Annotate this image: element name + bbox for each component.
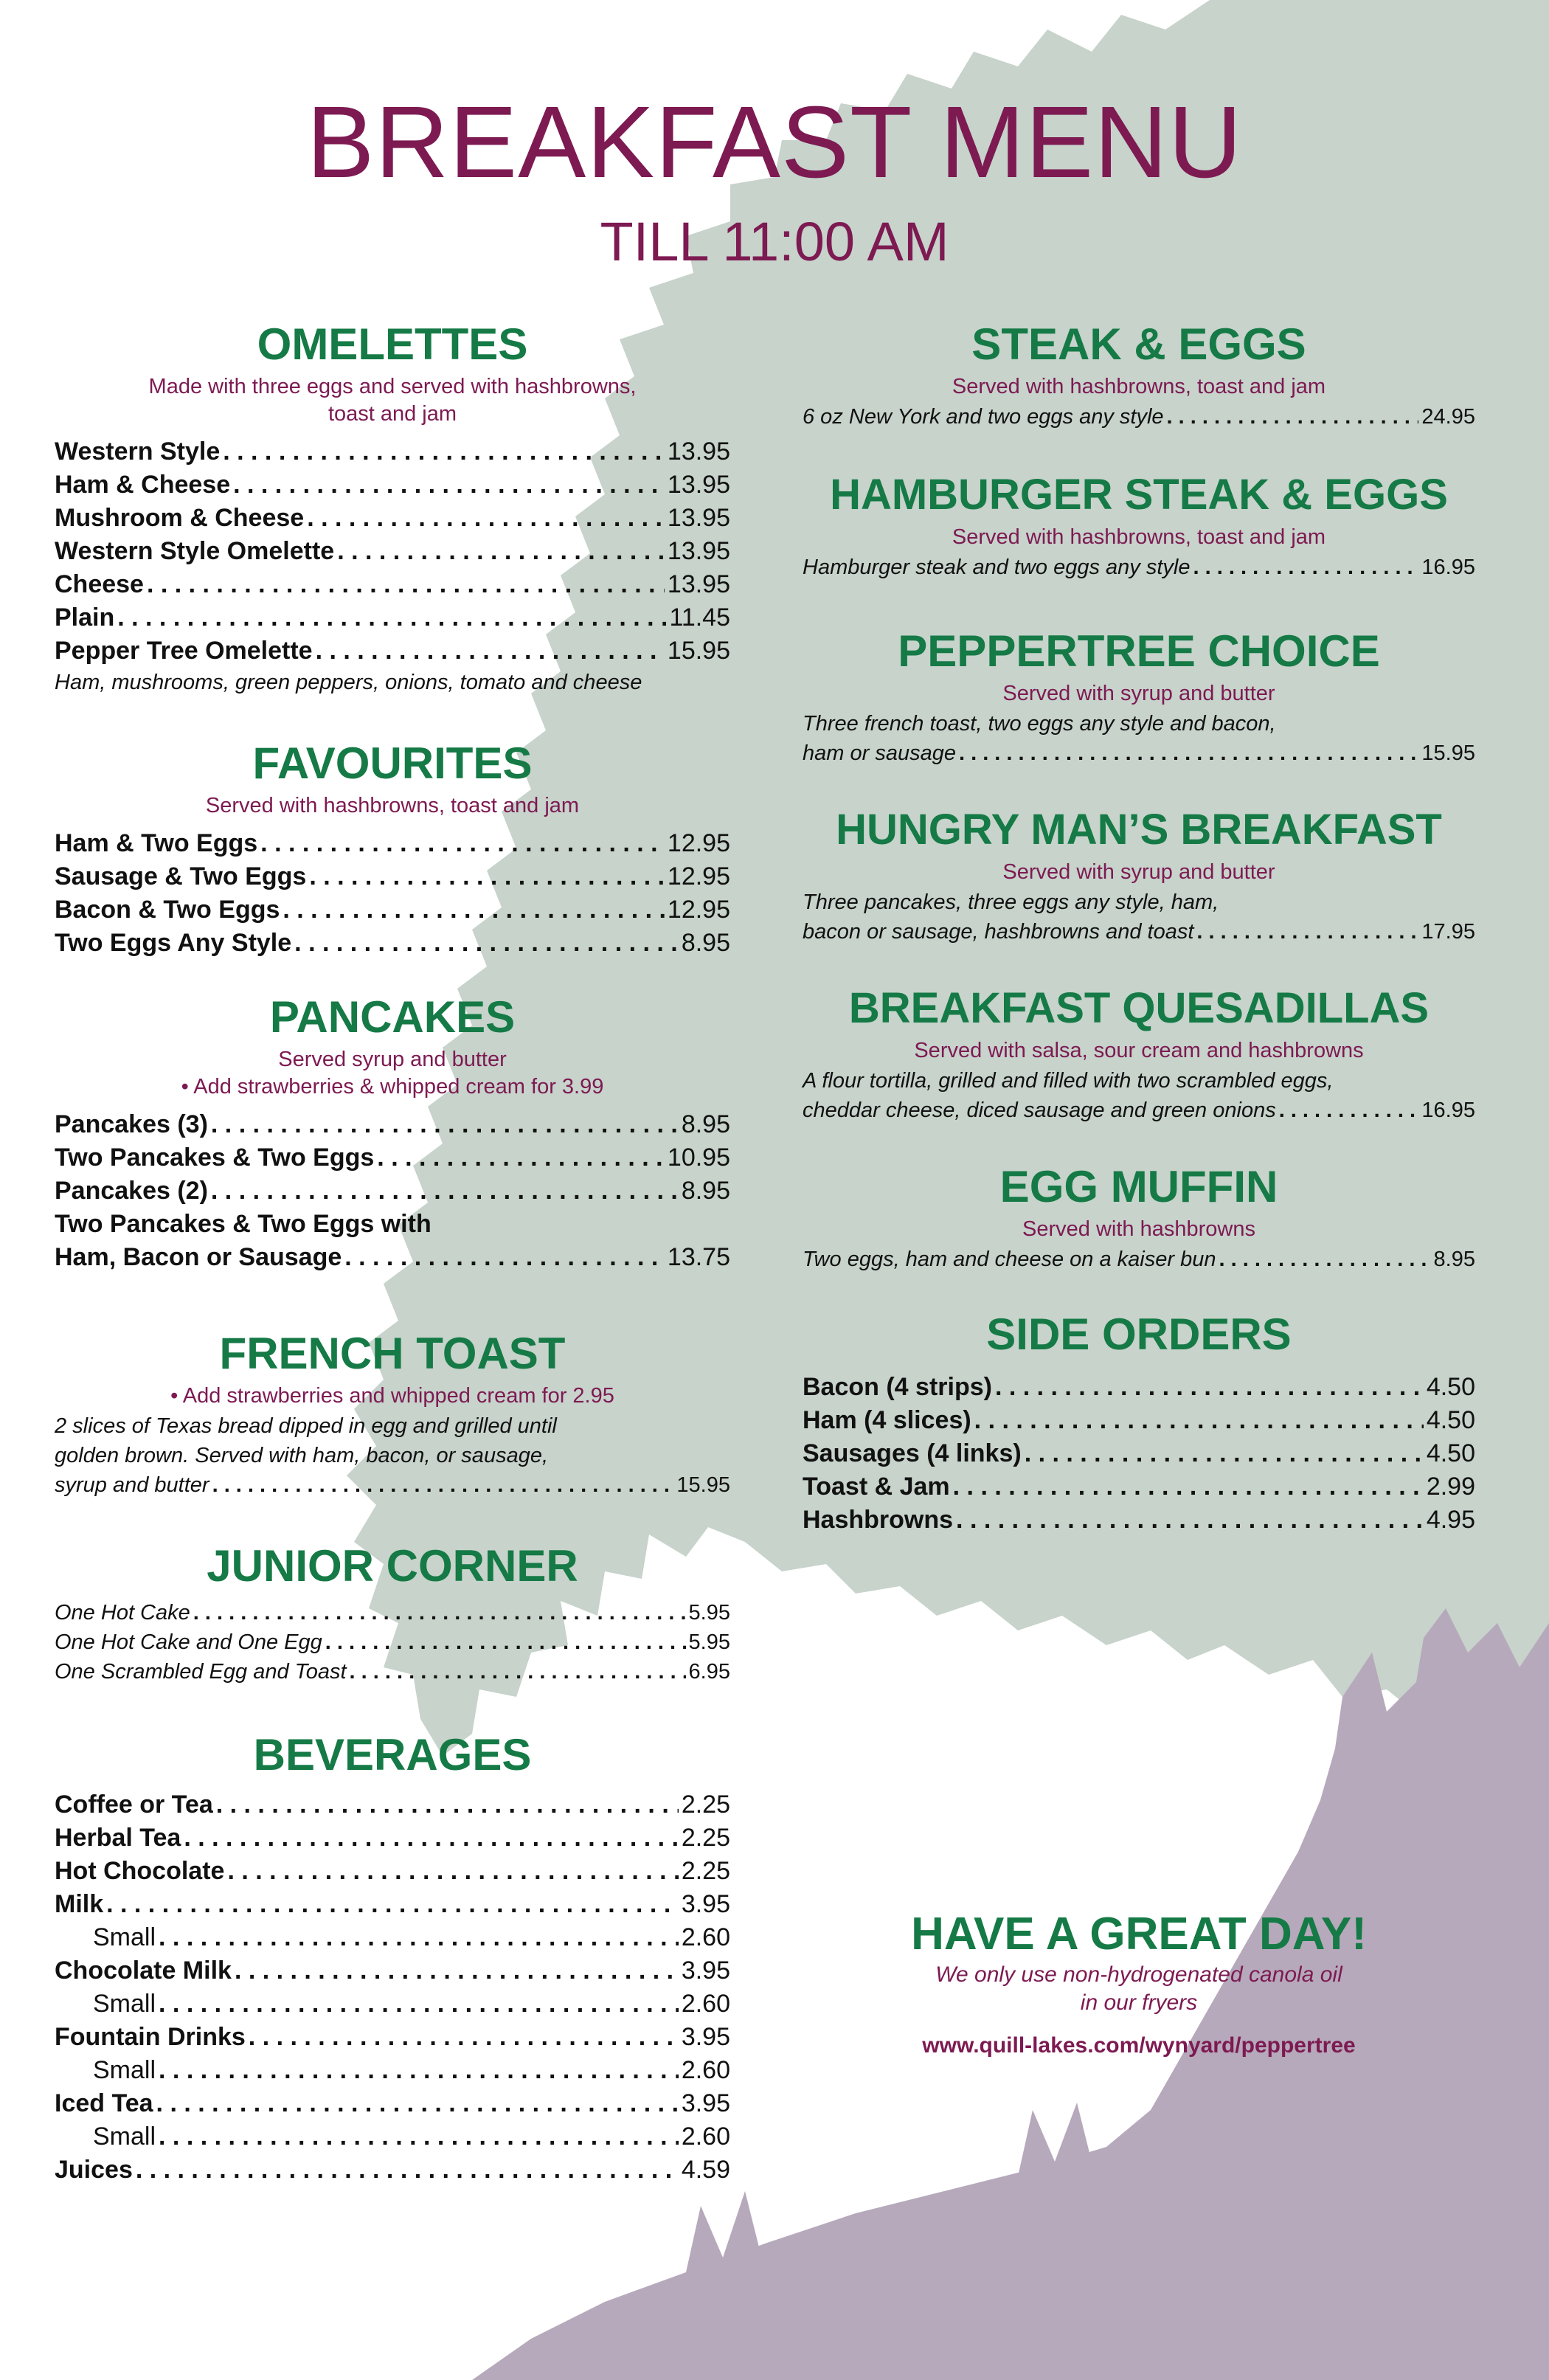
closing-heading: HAVE A GREAT DAY! [911, 1909, 1367, 1959]
menu-title: BREAKFAST MENU [306, 86, 1243, 199]
item-price: 4.59 [681, 2156, 730, 2184]
item-price: 4.50 [1426, 1439, 1475, 1467]
item-price: 12.95 [667, 896, 730, 924]
item-name: Hot Chocolate [55, 1857, 225, 1885]
item-price: 3.95 [681, 2023, 730, 2051]
menu-item [803, 402, 1475, 432]
section-junior-corner [55, 1540, 730, 1687]
item-name: Two Pancakes & Two Eggs [55, 1144, 375, 1172]
menu-item [55, 2120, 730, 2154]
menu-item [55, 568, 730, 601]
menu-hours: TILL 11:00 AM [600, 211, 949, 272]
item-price: 12.95 [667, 862, 730, 890]
item-name: Western Style [55, 437, 221, 466]
section-title: BREAKFAST QUESADILLAS [848, 984, 1430, 1032]
item-price: 4.95 [1426, 1506, 1475, 1534]
item-list [55, 1108, 730, 1274]
item-price: 2.99 [1426, 1473, 1475, 1501]
item-name: Coffee or Tea [55, 1791, 213, 1819]
item-name: Small [93, 2123, 156, 2151]
item-price: 13.95 [667, 437, 730, 466]
menu-item [55, 1954, 730, 1988]
item-name: Pancakes (2) [55, 1177, 208, 1205]
item-price: 2.60 [681, 1990, 730, 2018]
section-breakfast-quesadillas [803, 983, 1475, 1125]
menu-item [803, 738, 1475, 768]
section-pancakes [55, 992, 730, 1274]
item-price: 4.50 [1426, 1373, 1475, 1401]
section-title: BEVERAGES [253, 1730, 532, 1779]
item-price: 15.95 [676, 1473, 730, 1497]
item-list [803, 553, 1475, 582]
item-price: 3.95 [681, 1957, 730, 1985]
item-price: 12.95 [667, 829, 730, 857]
item-price: 2.60 [681, 2123, 730, 2151]
item-price: 16.95 [1421, 1099, 1475, 1122]
item-list [55, 827, 730, 960]
menu-item [55, 1208, 730, 1241]
item-name: One Hot Cake [55, 1601, 190, 1625]
item-price: 2.25 [681, 1824, 730, 1852]
menu-item [55, 2021, 730, 2054]
section-title: HAMBURGER STEAK & EGGS [830, 471, 1448, 519]
item-price: 13.95 [667, 570, 730, 598]
item-price: 15.95 [1421, 741, 1475, 765]
section-beverages [55, 1729, 730, 2187]
section-subtitle: Served with hashbrowns, toast and jam [205, 794, 580, 817]
section-peppertree-choice [803, 626, 1475, 768]
menu-item [55, 1627, 730, 1657]
menu-item [55, 1788, 730, 1822]
section-title: JUNIOR CORNER [207, 1541, 578, 1591]
section-title: HUNGRY MAN’S BREAKFAST [836, 806, 1442, 854]
website-link[interactable]: www.quill-lakes.com/wynyard/peppertree [922, 2033, 1356, 2058]
menu-item [55, 1108, 730, 1141]
item-price: 3.95 [681, 1890, 730, 1918]
section-subtitle: toast and jam [328, 402, 457, 426]
item-name: Hashbrowns [803, 1506, 954, 1534]
menu-item [55, 860, 730, 893]
menu-item [803, 1096, 1475, 1125]
item-name: Fountain Drinks [55, 2023, 246, 2051]
section-side-orders [803, 1309, 1475, 1537]
menu-item [55, 2054, 730, 2087]
item-name: Mushroom & Cheese [55, 504, 305, 532]
menu-item [55, 502, 730, 535]
item-name: ham or sausage [803, 741, 956, 765]
menu-item [55, 1988, 730, 2021]
section-title: FAVOURITES [252, 738, 533, 788]
item-price: 17.95 [1421, 920, 1475, 944]
item-price: 5.95 [688, 1601, 730, 1625]
menu-item [55, 634, 730, 668]
menu-item [55, 1175, 730, 1208]
section-subtitle: Served with hashbrowns [1022, 1217, 1255, 1241]
item-price: 5.95 [688, 1630, 730, 1654]
item-name: Toast & Jam [803, 1473, 950, 1501]
item-price: 2.25 [681, 1791, 730, 1819]
item-name: Two Pancakes & Two Eggs with [55, 1210, 432, 1238]
item-description: A flour tortilla, grilled and filled with two scrambled eggs, [803, 1069, 1334, 1093]
item-list [55, 1788, 730, 2187]
item-price: 13.95 [667, 537, 730, 565]
closing-note: We only use non-hydrogenated canola oil [935, 1962, 1342, 1987]
section-subtitle: • Add strawberries & whipped cream for 3.99 [181, 1075, 604, 1099]
item-price: 8.95 [681, 1177, 730, 1205]
section-omelettes [55, 319, 730, 697]
menu-item [55, 1822, 730, 1855]
item-name: Ham & Cheese [55, 471, 231, 499]
item-description: golden brown. Served with ham, bacon, or sausage, [55, 1444, 549, 1467]
menu-item [55, 1241, 730, 1274]
item-name: Cheese [55, 570, 144, 598]
item-name: Two Eggs Any Style [55, 929, 292, 957]
item-description: Three pancakes, three eggs any style, ham, [803, 890, 1219, 914]
menu-item [803, 1245, 1475, 1274]
item-price: 8.95 [1433, 1248, 1475, 1271]
section-title: OMELETTES [257, 319, 528, 369]
item-name: Sausages (4 links) [803, 1439, 1022, 1467]
section-subtitle: Served with hashbrowns, toast and jam [952, 525, 1326, 549]
item-name: Chocolate Milk [55, 1957, 232, 1985]
menu-item [55, 893, 730, 927]
section-egg-muffin [803, 1161, 1475, 1274]
item-name: Plain [55, 603, 115, 632]
item-name: Western Style Omelette [55, 537, 335, 565]
menu-item [55, 1888, 730, 1921]
item-name: One Hot Cake and One Egg [55, 1630, 322, 1654]
menu-item [803, 917, 1475, 947]
section-subtitle: Served with salsa, sour cream and hashbrowns [914, 1039, 1364, 1062]
section-title: STEAK & EGGS [971, 319, 1306, 369]
closing-note: in our fryers [1080, 1990, 1198, 2015]
menu-item [55, 1141, 730, 1175]
item-list [55, 1411, 730, 1500]
section-hungry-mans-breakfast [803, 804, 1475, 947]
section-subtitle: Served with hashbrowns, toast and jam [952, 375, 1326, 398]
menu-item [55, 1921, 730, 1954]
item-name: Bacon (4 strips) [803, 1373, 992, 1401]
section-hamburger-steak-eggs [803, 469, 1475, 582]
item-name: One Scrambled Egg and Toast [55, 1660, 347, 1684]
menu-item [55, 2154, 730, 2187]
item-price: 13.75 [667, 1243, 730, 1271]
section-subtitle: Served with syrup and butter [1002, 682, 1275, 705]
item-price: 3.95 [681, 2089, 730, 2117]
menu-item [55, 1470, 730, 1500]
item-price: 2.25 [681, 1857, 730, 1885]
menu-item [55, 535, 730, 568]
menu-item [55, 927, 730, 960]
item-price: 10.95 [667, 1144, 730, 1172]
item-name: 6 oz New York and two eggs any style [803, 405, 1164, 429]
item-name: Iced Tea [55, 2089, 153, 2117]
item-name: Ham, Bacon or Sausage [55, 1243, 342, 1271]
menu-item [55, 468, 730, 502]
menu-item [55, 2087, 730, 2120]
menu-item [803, 1437, 1475, 1470]
section-subtitle: Served syrup and butter [278, 1048, 507, 1071]
closing-message [803, 1908, 1475, 2060]
item-price: 6.95 [688, 1660, 730, 1684]
item-list [803, 402, 1475, 432]
item-list [803, 1245, 1475, 1274]
item-name: Sausage & Two Eggs [55, 862, 307, 890]
section-french-toast [55, 1328, 730, 1500]
item-list [803, 888, 1475, 947]
item-name: Juices [55, 2156, 133, 2184]
item-name: Hamburger steak and two eggs any style [803, 556, 1191, 579]
item-name: Ham & Two Eggs [55, 829, 258, 857]
menu-item [55, 1855, 730, 1888]
menu-item [55, 435, 730, 468]
section-title: FRENCH TOAST [219, 1329, 566, 1378]
section-title: EGG MUFFIN [999, 1162, 1278, 1211]
item-description: Ham, mushrooms, green peppers, onions, tomato and cheese [55, 671, 642, 694]
item-name: bacon or sausage, hashbrowns and toast [803, 920, 1194, 944]
item-name: Small [93, 2056, 156, 2084]
item-price: 11.45 [669, 603, 730, 632]
item-price: 8.95 [681, 1110, 730, 1138]
item-price: 13.95 [667, 471, 730, 499]
item-description: Three french toast, two eggs any style and bacon, [803, 712, 1276, 736]
item-list [803, 1066, 1475, 1125]
item-list [55, 1598, 730, 1687]
item-price: 24.95 [1421, 405, 1475, 429]
item-price: 2.60 [681, 2056, 730, 2084]
item-price: 15.95 [667, 637, 730, 665]
menu-item [803, 1470, 1475, 1504]
menu-item [55, 601, 730, 634]
item-list [803, 1371, 1475, 1537]
section-title: PANCAKES [269, 992, 516, 1042]
section-subtitle: Made with three eggs and served with hashbrowns, [148, 375, 637, 398]
item-price: 13.95 [667, 504, 730, 532]
item-name: Small [93, 1990, 156, 2018]
item-price: 8.95 [681, 929, 730, 957]
section-steak-eggs [803, 319, 1475, 432]
item-list [803, 709, 1475, 768]
section-subtitle: Served with syrup and butter [1002, 860, 1275, 884]
item-name: Herbal Tea [55, 1824, 181, 1852]
item-name: Pancakes (3) [55, 1110, 208, 1138]
item-name: cheddar cheese, diced sausage and green onions [803, 1099, 1276, 1122]
item-list [55, 435, 730, 697]
item-price: 2.60 [681, 1923, 730, 1951]
section-title: SIDE ORDERS [986, 1310, 1292, 1359]
item-name: Two eggs, ham and cheese on a kaiser bun [803, 1248, 1216, 1271]
item-name: Ham (4 slices) [803, 1406, 971, 1434]
menu-item [55, 1598, 730, 1627]
menu-item [803, 1404, 1475, 1437]
item-name: Small [93, 1923, 156, 1951]
item-price: 4.50 [1426, 1406, 1475, 1434]
menu-item [803, 553, 1475, 582]
menu-item [803, 1371, 1475, 1404]
menu-item [803, 1504, 1475, 1537]
menu-item [55, 1657, 730, 1687]
item-name: Bacon & Two Eggs [55, 896, 280, 924]
section-subtitle: • Add strawberries and whipped cream for 2.95 [170, 1384, 614, 1408]
item-price: 16.95 [1421, 556, 1475, 579]
item-name: Pepper Tree Omelette [55, 637, 313, 665]
menu-item [55, 827, 730, 860]
section-title: PEPPERTREE CHOICE [898, 626, 1380, 676]
item-name: Milk [55, 1890, 104, 1918]
item-name: syrup and butter [55, 1473, 209, 1497]
section-favourites [55, 738, 730, 960]
item-description: 2 slices of Texas bread dipped in egg and grilled until [55, 1414, 557, 1438]
